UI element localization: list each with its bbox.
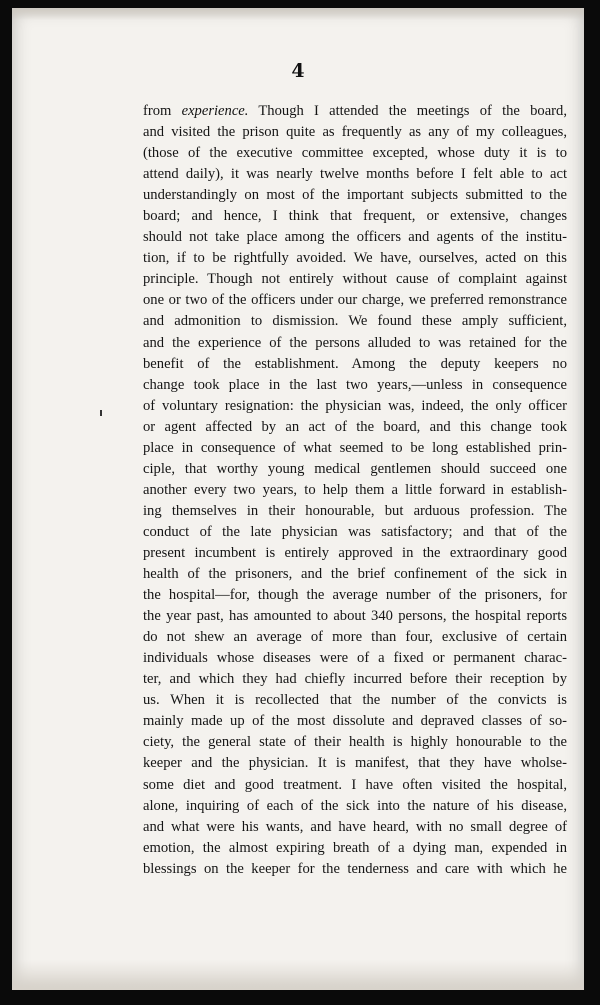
text-line: present incumbent is entirely approved in the extraordinary good <box>143 544 567 561</box>
text-line: attend daily), it was nearly twelve months before I felt able to act <box>143 166 567 183</box>
text-line: another every two years, to help them a little forward in establish- <box>143 481 567 498</box>
text-line: or agent affected by an act of the board, and this change took <box>143 418 567 435</box>
text-line: ciety, the general state of their health is highly honourable to the <box>143 734 567 751</box>
text-line: benefit of the establishment. Among the deputy keepers no <box>143 355 567 372</box>
text-line: of voluntary resignation: the physician was, indeed, the only officer <box>143 397 567 414</box>
text-line: and what were his wants, and have heard, with no small degree of <box>143 818 567 835</box>
text-line: keeper and the physician. It is manifest, that they have wholse- <box>143 755 567 772</box>
text-line: blessings on the keeper for the tenderness and care with which he <box>143 860 567 877</box>
page-edge-shadow-bottom <box>12 960 584 990</box>
text-line: ter, and which they had chiefly incurred before their reception by <box>143 671 567 688</box>
text-line: ciple, that worthy young medical gentlemen should succeed one <box>143 460 567 477</box>
text-line: and admonition to dismission. We found these amply sufficient, <box>143 313 567 330</box>
text-line: do not shew an average of more than four, exclusive of certain <box>143 629 567 646</box>
text-line: the year past, has amounted to about 340 persons, the hospital reports <box>143 608 567 625</box>
text-line: some diet and good treatment. I have often visited the hospital, <box>143 776 567 793</box>
text-line: from experience. Though I attended the meetings of the board, <box>143 103 567 119</box>
page-number: 4 <box>291 60 305 82</box>
body-text <box>143 101 567 880</box>
text-line: emotion, the almost expiring breath of a dying man, expended in <box>143 839 567 856</box>
text-line: ing themselves in their honourable, but arduous profession. The <box>143 502 567 519</box>
text-line: mainly made up of the most dissolute and depraved classes of so- <box>143 713 567 730</box>
text-line: change took place in the last two years,—unless in consequence <box>143 376 567 393</box>
text-line: the hospital—for, though the average number of the prisoners, for <box>143 587 567 604</box>
text-line: conduct of the late physician was satisfactory; and that of the <box>143 523 567 540</box>
page-edge-shadow-top <box>12 8 584 20</box>
text-line: alone, inquiring of each of the sick into the nature of his disease, <box>143 797 567 814</box>
text-line: and the experience of the persons alluded to was retained for the <box>143 334 567 351</box>
text-line: tion, if to be rightfully avoided. We have, ourselves, acted on this <box>143 250 567 267</box>
text-line: one or two of the officers under our charge, we preferred remonstrance <box>143 292 567 309</box>
text-line: place in consequence of what seemed to be long established prin- <box>143 439 567 456</box>
text-line: (those of the executive committee excepted, whose duty it is to <box>143 145 567 162</box>
text-line: health of the prisoners, and the brief confinement of the sick in <box>143 566 567 583</box>
scan-speck <box>100 410 102 416</box>
text-line: should not take place among the officers and agents of the institu- <box>143 229 567 246</box>
text-line: and visited the prison quite as frequently as any of my colleagues, <box>143 124 567 141</box>
text-line: us. When it is recollected that the number of the convicts is <box>143 692 567 709</box>
text-line: understandingly on most of the important subjects submitted to the <box>143 187 567 204</box>
text-line: board; and hence, I think that frequent, or extensive, changes <box>143 208 567 225</box>
text-line: individuals whose diseases were of a fixed or permanent charac- <box>143 650 567 667</box>
document-page <box>12 8 584 990</box>
text-line: principle. Though not entirely without cause of complaint against <box>143 271 567 288</box>
